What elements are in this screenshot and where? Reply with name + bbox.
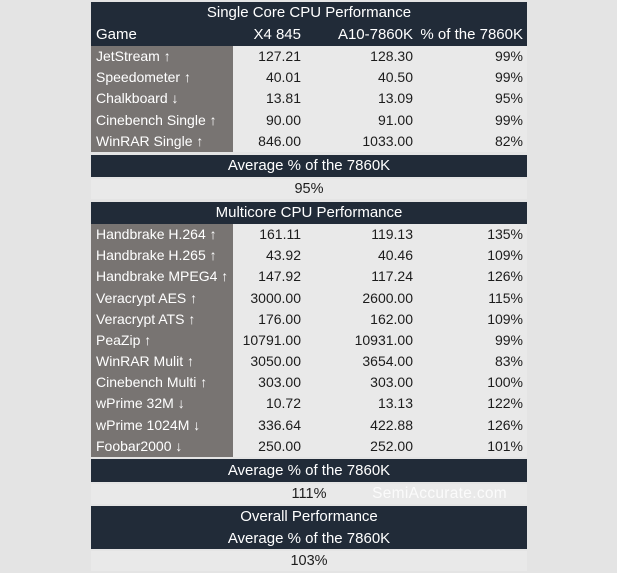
- overall-performance-block: [91, 506, 527, 549]
- a10-7860k-value-cell: 117.24: [371, 268, 413, 285]
- down-arrow-icon: ↓: [177, 395, 185, 412]
- percent-of-7860k-cell: 135%: [487, 225, 523, 242]
- up-arrow-icon: ↑: [209, 247, 217, 264]
- multicore-average-value-row: [91, 484, 527, 504]
- benchmark-name-cell: Handbrake H.264 ↑: [91, 224, 233, 245]
- overall-average-value: 103%: [91, 551, 527, 571]
- col-header-x4-845: X4 845: [253, 26, 301, 43]
- table-row: [91, 224, 527, 245]
- a10-7860k-value-cell: 119.13: [371, 225, 413, 242]
- up-arrow-icon: ↑: [190, 289, 198, 306]
- benchmark-name-cell: Veracrypt ATS ↑: [91, 309, 233, 330]
- percent-of-7860k-cell: 99%: [494, 111, 523, 128]
- x4-845-value-cell: 303.00: [258, 374, 301, 391]
- col-header-percent-of-7860k: % of the 7860K: [420, 26, 523, 43]
- benchmark-name-cell: JetStream ↑: [91, 46, 233, 67]
- multicore-average-label: Average % of the 7860K: [91, 459, 527, 482]
- benchmark-name-cell: Cinebench Multi ↑: [91, 372, 233, 393]
- a10-7860k-value-cell: 303.00: [370, 374, 413, 391]
- percent-of-7860k-cell: 109%: [487, 310, 523, 327]
- single-core-rows: [91, 46, 527, 152]
- section-title-single-core: Single Core CPU Performance: [91, 2, 527, 24]
- up-arrow-icon: ↑: [144, 331, 152, 348]
- col-header-game: Game: [96, 26, 137, 43]
- overall-title: Overall Performance: [240, 508, 378, 525]
- x4-845-value-cell: 127.21: [258, 48, 301, 64]
- table-row: [91, 46, 527, 67]
- x4-845-value-cell: 90.00: [265, 111, 301, 128]
- table-row: [91, 88, 527, 109]
- benchmark-name-cell: Handbrake H.265 ↑: [91, 245, 233, 266]
- table-row: [91, 436, 527, 457]
- down-arrow-icon: ↓: [171, 90, 179, 107]
- percent-of-7860k-cell: 82%: [494, 132, 523, 149]
- x4-845-value-cell: 147.92: [258, 268, 301, 285]
- up-arrow-icon: ↑: [188, 310, 196, 327]
- a10-7860k-value-cell: 252.00: [370, 437, 413, 454]
- single-core-average-value: 95%: [91, 179, 527, 199]
- a10-7860k-value-cell: 13.09: [377, 90, 413, 107]
- percent-of-7860k-cell: 126%: [487, 416, 523, 433]
- up-arrow-icon: ↑: [196, 132, 204, 149]
- benchmark-name-cell: Cinebench Single ↑: [91, 110, 233, 131]
- benchmark-name-cell: Foobar2000 ↓: [91, 436, 233, 457]
- table-row: [91, 309, 527, 330]
- benchmark-name-cell: Chalkboard ↓: [91, 88, 233, 109]
- x4-845-value-cell: 3000.00: [250, 289, 301, 306]
- up-arrow-icon: ↑: [163, 48, 171, 64]
- x4-845-value-cell: 250.00: [258, 437, 301, 454]
- x4-845-value-cell: 10791.00: [242, 331, 301, 348]
- percent-of-7860k-cell: 101%: [487, 437, 523, 454]
- x4-845-value-cell: 3050.00: [250, 353, 301, 370]
- a10-7860k-value-cell: 422.88: [370, 416, 413, 433]
- a10-7860k-value-cell: 40.46: [377, 247, 413, 264]
- benchmark-name-cell: WinRAR Mulit ↑: [91, 351, 233, 372]
- benchmark-name-cell: Speedometer ↑: [91, 67, 233, 88]
- x4-845-value-cell: 40.01: [265, 69, 301, 86]
- table-row: [91, 245, 527, 266]
- up-arrow-icon: ↑: [187, 353, 195, 370]
- benchmark-name-cell: WinRAR Single ↑: [91, 131, 233, 152]
- table-row: [91, 351, 527, 372]
- x4-845-value-cell: 43.92: [265, 247, 301, 264]
- a10-7860k-value-cell: 40.50: [377, 69, 413, 86]
- a10-7860k-value-cell: 2600.00: [362, 289, 413, 306]
- up-arrow-icon: ↑: [200, 374, 208, 391]
- benchmark-name-cell: Handbrake MPEG4 ↑: [91, 266, 233, 287]
- table-row: [91, 110, 527, 131]
- table-row: [91, 393, 527, 414]
- semiaccurate-watermark: SemiAccurate.com: [372, 485, 507, 502]
- table-row: [91, 266, 527, 287]
- down-arrow-icon: ↓: [193, 416, 201, 433]
- table-row: [91, 288, 527, 309]
- benchmark-name-cell: PeaZip ↑: [91, 330, 233, 351]
- benchmark-table: [91, 2, 527, 571]
- percent-of-7860k-cell: 99%: [494, 69, 523, 86]
- multicore-average-value: 111%: [291, 486, 327, 502]
- percent-of-7860k-cell: 99%: [494, 48, 523, 64]
- percent-of-7860k-cell: 95%: [494, 90, 523, 107]
- x4-845-value-cell: 161.11: [259, 225, 301, 242]
- col-header-a10-7860k: A10-7860K: [337, 26, 413, 43]
- up-arrow-icon: ↑: [183, 69, 191, 86]
- down-arrow-icon: ↓: [175, 437, 183, 454]
- a10-7860k-value-cell: 13.13: [377, 395, 413, 412]
- table-row: [91, 67, 527, 88]
- up-arrow-icon: ↑: [209, 225, 217, 242]
- percent-of-7860k-cell: 109%: [487, 247, 523, 264]
- percent-of-7860k-cell: 100%: [487, 374, 523, 391]
- overall-average-label: Average % of the 7860K: [227, 529, 391, 547]
- x4-845-value-cell: 846.00: [258, 132, 301, 149]
- table-row: [91, 330, 527, 351]
- x4-845-value-cell: 336.64: [258, 416, 301, 433]
- percent-of-7860k-cell: 126%: [487, 268, 523, 285]
- table-row: [91, 372, 527, 393]
- table-row: [91, 131, 527, 152]
- a10-7860k-value-cell: 10931.00: [354, 331, 413, 348]
- a10-7860k-value-cell: 91.00: [377, 111, 413, 128]
- column-header-row: [91, 24, 527, 46]
- x4-845-value-cell: 176.00: [258, 310, 301, 327]
- percent-of-7860k-cell: 122%: [487, 395, 523, 412]
- single-core-average-label: Average % of the 7860K: [91, 155, 527, 177]
- up-arrow-icon: ↑: [221, 268, 229, 285]
- percent-of-7860k-cell: 99%: [494, 331, 523, 348]
- benchmark-name-cell: Veracrypt AES ↑: [91, 288, 233, 309]
- x4-845-value-cell: 10.72: [265, 395, 301, 412]
- a10-7860k-value-cell: 128.30: [370, 48, 413, 64]
- up-arrow-icon: ↑: [209, 111, 217, 128]
- percent-of-7860k-cell: 115%: [488, 289, 523, 306]
- a10-7860k-value-cell: 1033.00: [362, 132, 413, 149]
- a10-7860k-value-cell: 162.00: [370, 310, 413, 327]
- table-row: [91, 415, 527, 436]
- multicore-rows: [91, 224, 527, 457]
- section-title-multicore: Multicore CPU Performance: [91, 202, 527, 224]
- benchmark-name-cell: wPrime 1024M ↓: [91, 415, 233, 436]
- a10-7860k-value-cell: 3654.00: [362, 353, 413, 370]
- benchmark-name-cell: wPrime 32M ↓: [91, 393, 233, 414]
- percent-of-7860k-cell: 83%: [494, 353, 523, 370]
- x4-845-value-cell: 13.81: [265, 90, 301, 107]
